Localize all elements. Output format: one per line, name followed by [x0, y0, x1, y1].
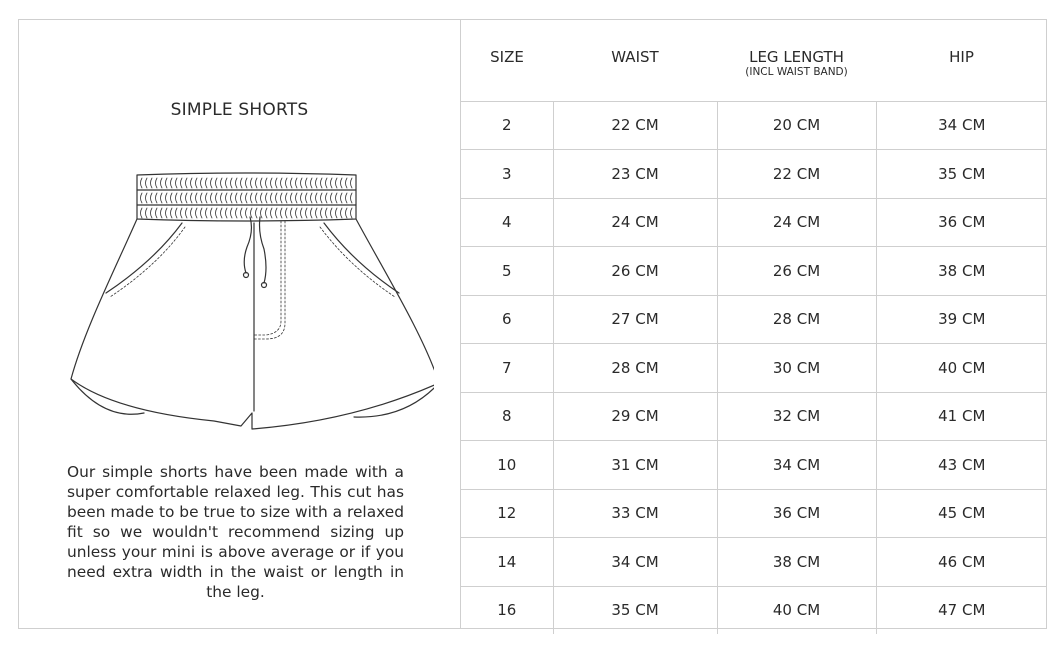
waist-cell: 22 CM [553, 101, 717, 150]
hip-cell: 39 CM [876, 295, 1047, 344]
size-cell: 2 [501, 116, 512, 135]
table-row [461, 392, 1047, 441]
hip-cell: 40 CM [876, 344, 1047, 393]
waist-cell: 29 CM [553, 392, 717, 441]
table-row [461, 198, 1047, 247]
leg-length-cell: 22 CM [717, 150, 876, 199]
table-row [461, 247, 1047, 296]
table-row [461, 101, 1047, 150]
leg-length-cell: 32 CM [717, 392, 876, 441]
waist-cell: 28 CM [553, 344, 717, 393]
hip-cell: 36 CM [876, 198, 1047, 247]
hip-cell: 47 CM [876, 586, 1047, 634]
leg-length-cell: 40 CM [717, 586, 876, 634]
table-row [461, 150, 1047, 199]
hip-cell: 43 CM [876, 441, 1047, 490]
waist-cell: 31 CM [553, 441, 717, 490]
leg-length-cell: 24 CM [717, 198, 876, 247]
waist-cell: 26 CM [553, 247, 717, 296]
product-title: SIMPLE SHORTS [170, 100, 309, 120]
table-row [461, 586, 1047, 634]
product-panel [18, 19, 461, 629]
size-chart-header-row [461, 19, 1047, 101]
leg-length-cell: 38 CM [717, 538, 876, 587]
size-cell: 5 [461, 247, 553, 296]
size-column-header: SIZE [461, 19, 553, 101]
size-cell: 12 [461, 489, 553, 538]
leg-length-header-label: LEG LENGTH [749, 48, 844, 66]
waist-column-header: WAIST [553, 19, 717, 101]
size-cell: 16 [461, 586, 553, 634]
table-row [461, 489, 1047, 538]
waist-cell: 34 CM [553, 538, 717, 587]
hip-cell: 35 CM [876, 150, 1047, 199]
hip-cell: 45 CM [876, 489, 1047, 538]
leg-length-header-note: (INCL WAIST BAND) [745, 66, 848, 78]
waist-cell: 23 CM [553, 150, 717, 199]
waist-cell: 24 CM [553, 198, 717, 247]
table-row [461, 295, 1047, 344]
size-cell: 3 [461, 150, 553, 199]
hip-cell: 41 CM [876, 392, 1047, 441]
leg-length-cell: 36 CM [717, 489, 876, 538]
waist-cell: 35 CM [553, 586, 717, 634]
waist-cell: 33 CM [553, 489, 717, 538]
hip-cell: 38 CM [876, 247, 1047, 296]
size-cell: 4 [461, 198, 553, 247]
leg-length-column-header [717, 19, 876, 101]
size-cell: 10 [461, 441, 553, 490]
table-row [461, 344, 1047, 393]
size-cell: 7 [461, 344, 553, 393]
shorts-illustration-icon [54, 151, 434, 431]
size-cell: 6 [461, 295, 553, 344]
hip-column-header: HIP [876, 19, 1047, 101]
leg-length-cell: 20 CM [717, 101, 876, 150]
leg-length-cell: 26 CM [717, 247, 876, 296]
leg-length-cell: 34 CM [717, 441, 876, 490]
size-chart-table [461, 19, 1047, 634]
waist-cell: 27 CM [553, 295, 717, 344]
size-cell: 14 [461, 538, 553, 587]
size-cell: 8 [461, 392, 553, 441]
product-description: Our simple shorts have been made with a super comfortable relaxed leg. This cut has been made to be true to size with a relaxed fit so we wouldn't recommend sizing up unless your mini is above average or if you need extra width in the waist or length in the leg. [67, 463, 404, 601]
table-row [461, 441, 1047, 490]
leg-length-cell: 28 CM [717, 295, 876, 344]
hip-cell: 46 CM [876, 538, 1047, 587]
hip-cell: 34 CM [876, 101, 1047, 150]
leg-length-cell: 30 CM [717, 344, 876, 393]
table-row [461, 538, 1047, 587]
